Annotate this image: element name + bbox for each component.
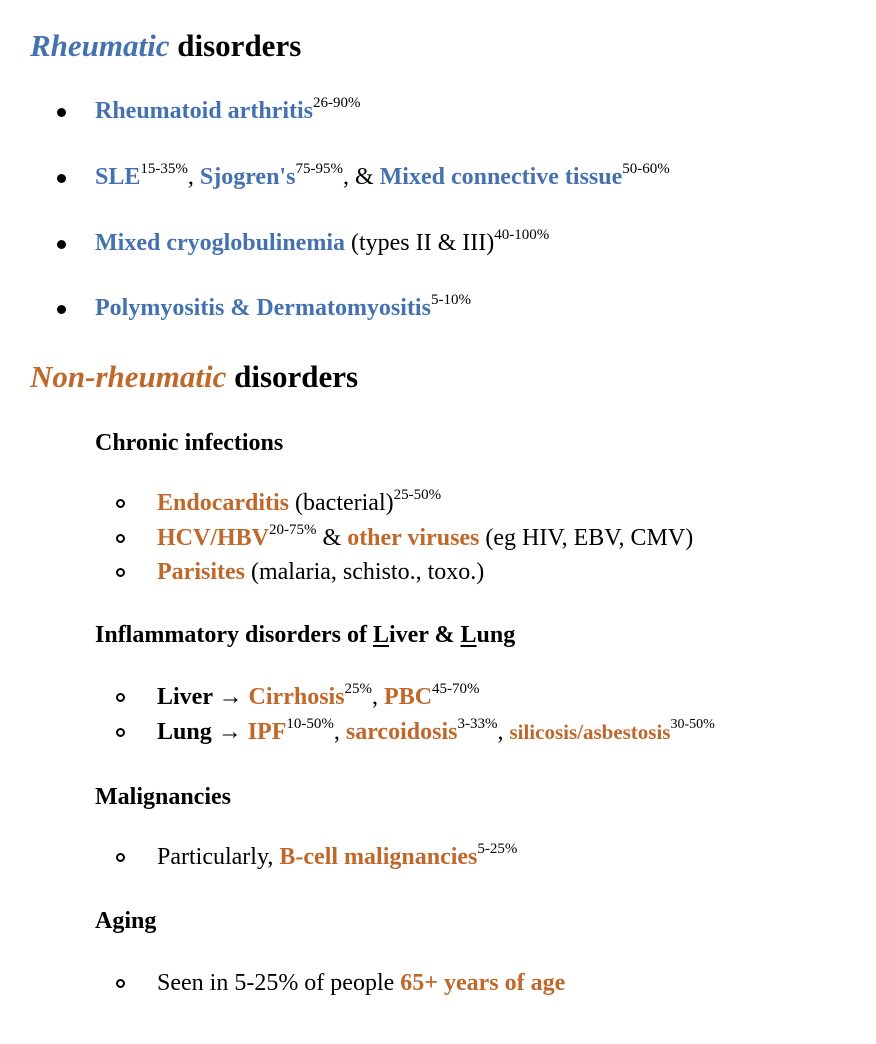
circle-bullet-icon <box>116 568 125 577</box>
circle-bullet-icon <box>116 534 125 543</box>
list-item: Seen in 5-25% of people 65+ years of age <box>157 970 566 996</box>
list-item: Polymyositis & Dermatomyositis$^{5-10\%}$ <box>95 292 471 321</box>
bullet-icon <box>57 108 66 117</box>
malignancies-heading: Malignancies <box>95 784 231 810</box>
rheumatic-heading: Rheumatic disorders <box>30 28 302 63</box>
aging-heading: Aging <box>95 908 157 934</box>
list-item: HCV/$HBV^{20-75\%}$ & other viruses (eg HIV, EBV, CMV) <box>157 522 694 551</box>
list-item: Particularly, B-cell malignancies$^{5-25\%}$ <box>157 841 518 870</box>
infections-heading: Chronic infections <box>95 430 284 456</box>
bullet-icon <box>57 305 66 314</box>
circle-bullet-icon <box>116 979 125 988</box>
list-item: Liver → Cirrhosis$^{25\%}$, $PBC^{45-70\%}$ <box>157 681 480 710</box>
circle-bullet-icon <box>116 693 125 702</box>
list-item: $SLE^{15-35\%}$, $Sjogren's^{75-95\%}$, & Mixed connective tissue$^{50-60\%}$ <box>95 161 670 190</box>
list-item: Lung → $IPF^{10-50\%}$, sarcoidosis$^{3-33\%}$, silicosis/asbestosis$^{30-50\%}$ <box>157 716 715 745</box>
list-item: Mixed cryoglobulinemia (types II & III)$^{40-100\%}$ <box>95 227 550 256</box>
circle-bullet-icon <box>116 853 125 862</box>
bullet-icon <box>57 240 66 249</box>
list-item: Rheumatoid arthritis$^{26-90\%}$ <box>95 95 361 124</box>
bullet-icon <box>57 174 66 183</box>
list-item: Parisites (malaria, schisto., toxo.) <box>157 559 485 585</box>
inflammatory-heading: Inflammatory disorders of Liver & Lung <box>95 622 516 648</box>
circle-bullet-icon <box>116 728 125 737</box>
nonrheumatic-heading: Non-rheumatic disorders <box>30 359 359 394</box>
list-item: Endocarditis (bacterial)$^{25-50\%}$ <box>157 487 442 516</box>
circle-bullet-icon <box>116 499 125 508</box>
